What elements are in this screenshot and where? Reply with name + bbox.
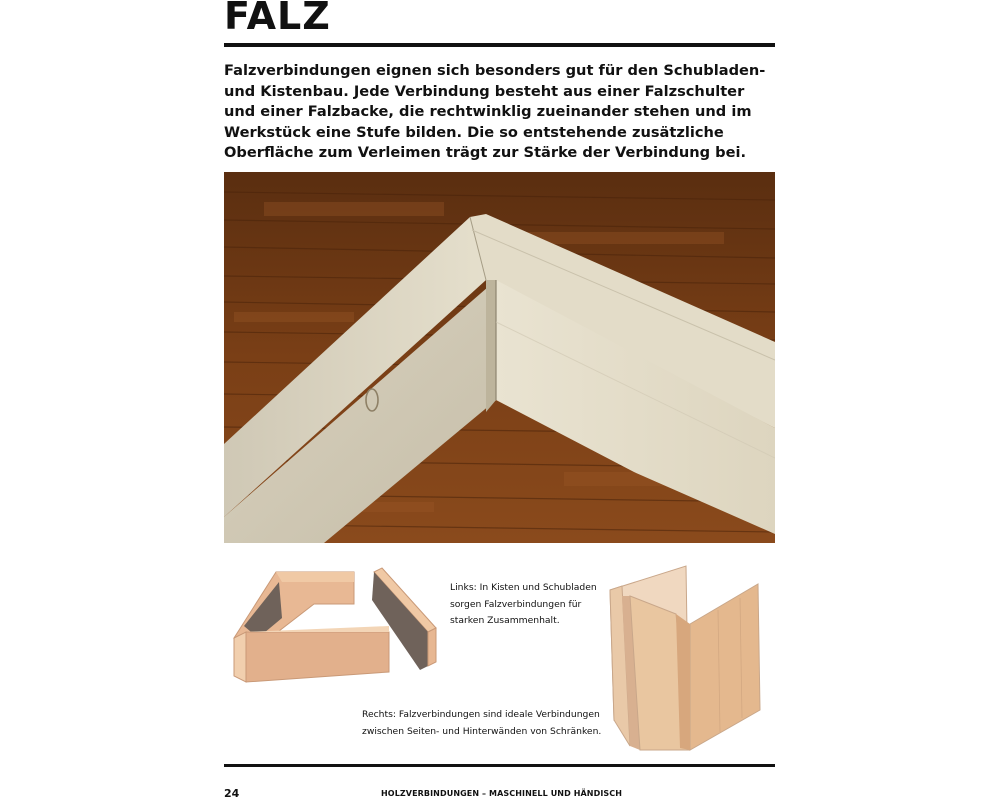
page-title: FALZ	[224, 0, 331, 38]
title-divider	[224, 43, 775, 47]
page-number: 24	[224, 787, 240, 800]
cabinet-illustration	[606, 562, 766, 754]
running-head: HOLZVERBINDUNGEN – MASCHINELL UND HÄNDISCH	[381, 789, 623, 798]
box-illustration	[224, 560, 444, 690]
intro-paragraph: Falzverbindungen eignen sich besonders gut für den Schubladen- und Kistenbau. Jede Verbindung besteht aus einer Falzschulter und einer Falzbacke, die rechtwinklig zueinander stehen und im Werkstück eine Stufe bilden. Die so entstehende zusätzliche Oberfläche zum Verleimen trägt zur Stärke der Verbindung bei.	[224, 62, 766, 161]
footer-divider	[224, 764, 775, 767]
caption-left: Links: In Kisten und Schubladen sorgen Falzverbindungen für starken Zusammenhalt.	[450, 582, 597, 626]
caption-right: Rechts: Falzverbindungen sind ideale Verbindungen zwischen Seiten- und Hinterwänden von Schränken.	[362, 709, 602, 737]
rabbet-joint-photo	[224, 172, 775, 543]
